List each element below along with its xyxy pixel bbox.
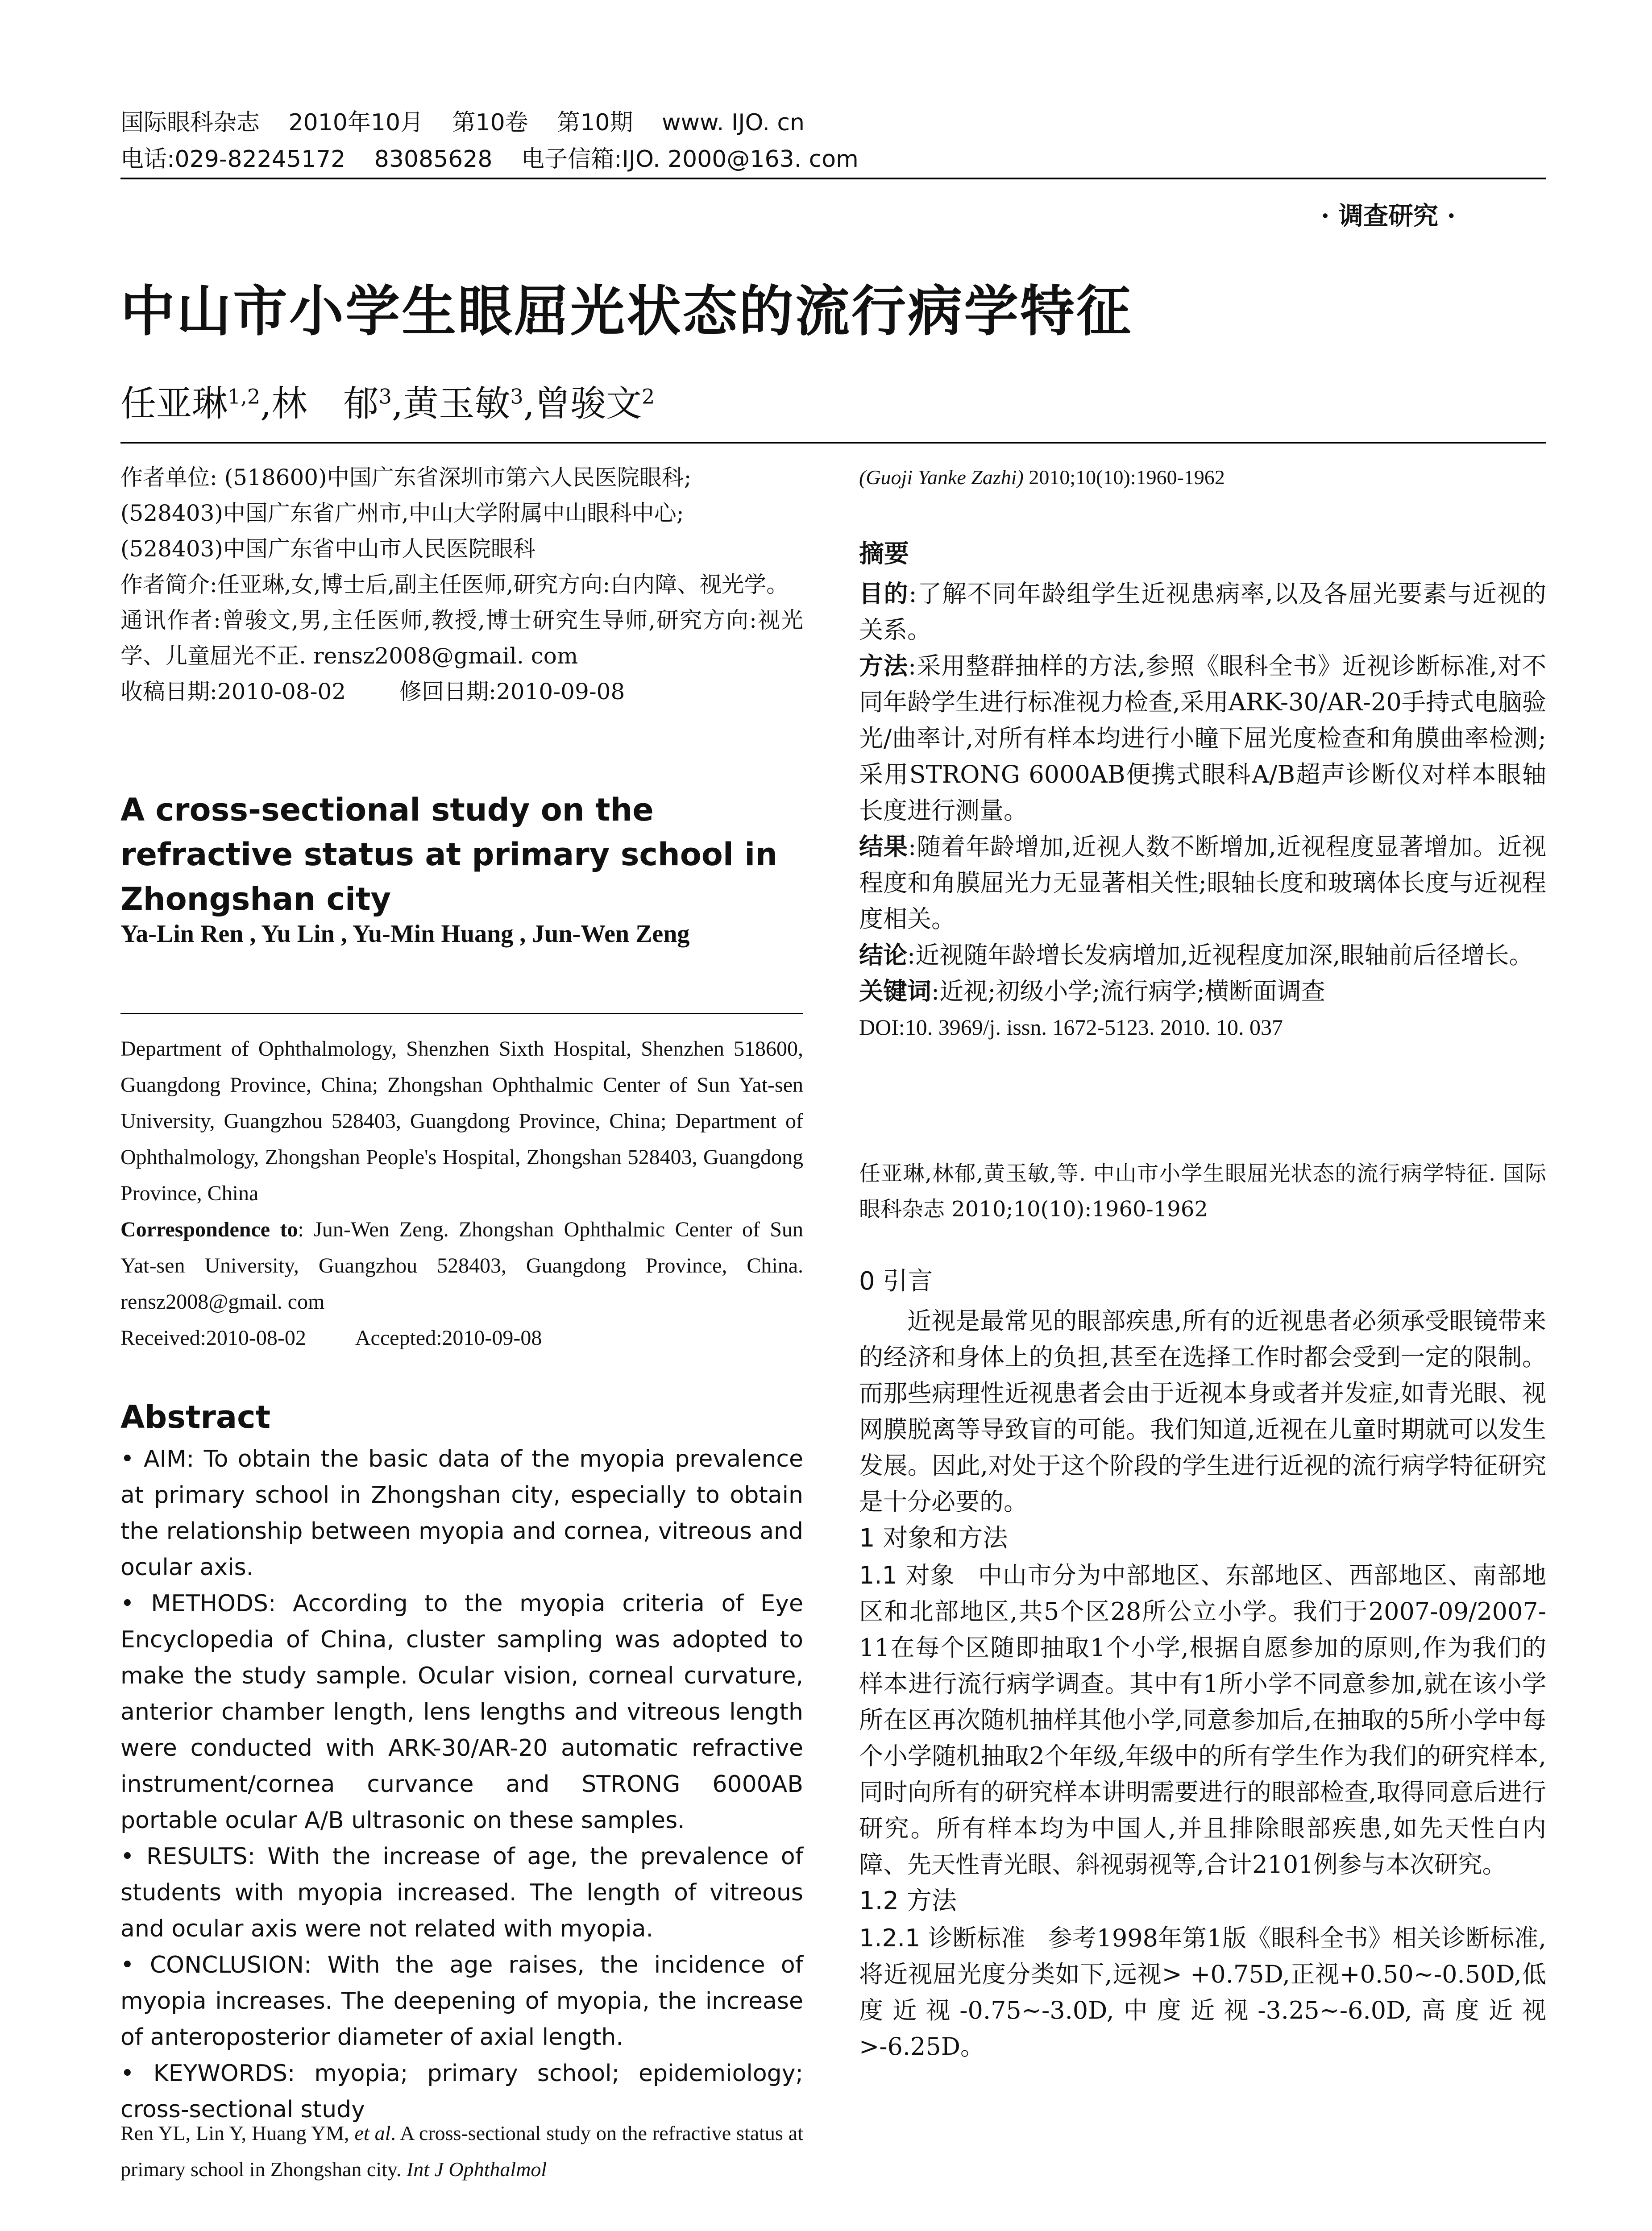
cn-methods (859, 648, 1546, 829)
english-author-rule (120, 1013, 803, 1014)
cn-conclusion-text: :近视随年龄增长发病增加,近视程度加深,眼轴前后径增长。 (907, 941, 1533, 969)
affiliation-2: (528403)中国广东省广州市,中山大学附属中山眼科中心; (120, 500, 684, 526)
website: www. IJO. cn (662, 109, 805, 136)
english-title: A cross-sectional study on the refractive status at primary school in Zhongshan city (120, 792, 778, 917)
running-header-line2 (120, 142, 880, 177)
citation-etal: et al (354, 2122, 391, 2144)
english-citation (120, 2115, 803, 2187)
abstract-conclusion: • CONCLUSION: With the age raises, the incidence of myopia increases. The deepening of myopia, the increase of anteroposterior diameter of axial length. (120, 1952, 803, 2051)
author-4: ,曾骏文 (523, 383, 642, 424)
subsection-1-1 (859, 1557, 1546, 1883)
author-list (120, 375, 655, 426)
cn-methods-label: 方法 (859, 652, 909, 680)
author-1: 任亚琳 (120, 383, 228, 424)
intro-paragraph: 近视是最常见的眼部疾患,所有的近视患者必须承受眼镜带来的经济和身体上的负担,甚至在选择工作时都会受到一定的限制。而那些病理性近视患者会由于近视本身或者并发症,如青光眼、视网膜脱离等导致盲的可能。我们知道,近视在儿童时期就可以发生发展。因此,对处于这个阶段的学生进行近视的流行病学特征研究是十分必要的。 (859, 1307, 1546, 1516)
subsection-1-1-text: 中山市分为中部地区、东部地区、西部地区、南部地区和北部地区,共5个区28所公立小学。我们于2007-09/2007-11在每个区随即抽取1个小学,根据自愿参加的原则,作为我们的样本进行流行病学调查。其中有1所小学不同意参加,就在该小学所在区再次随机抽样其他小学,同意参加后,在抽取的5所小学中每个小学随机抽取2个年级,年级中的所有学生作为我们的研究样本,同时向所有的研究样本讲明需要进行的眼部检查,取得同意后进行研究。所有样本均为中国人,并且排除眼部疾患,如先天性白内障、先天性青光眼、斜视弱视等,合计2101例参与本次研究。 (859, 1561, 1546, 1879)
english-abstract-body (120, 1441, 803, 2128)
accepted-date-en: Accepted:2010-09-08 (355, 1326, 542, 1350)
english-affiliations-block (120, 1031, 803, 1356)
author-2-affil: 3 (378, 384, 392, 409)
cn-abstract-heading: 摘要 (859, 539, 909, 568)
cn-conclusion (859, 937, 1546, 973)
subsection-1-2-1-label: 1.2.1 诊断标准 (859, 1924, 1026, 1952)
cn-aim-label: 目的 (859, 580, 909, 608)
english-correspondence (120, 1211, 803, 1320)
correspondence-cn: 通讯作者:曾骏文,男,主任医师,教授,博士研究生导师,研究方向:视光学、儿童屈光不正. rensz2008@gmail. com (120, 607, 803, 669)
affiliation-3: (528403)中国广东省中山市人民医院眼科 (120, 536, 535, 562)
author-rule (120, 442, 1546, 444)
subsection-1-2-1 (859, 1920, 1546, 2065)
journal-name: 国际眼科杂志 (120, 109, 260, 136)
author-info-block (120, 460, 803, 709)
article-title: 中山市小学生眼屈光状态的流行病学特征 (120, 280, 1133, 343)
subsection-1-2-1-text: 参考1998年第1版《眼科全书》相关诊断标准,将近视屈光度分类如下,远视> +0.75D,正视+0.50~-0.50D,低度近视-0.75~-3.0D,中度近视-3.25~-6.0D,高度近视>-6.25D。 (859, 1924, 1546, 2061)
author-bio: 作者简介:任亚琳,女,博士后,副主任医师,研究方向:白内障、视光学。 (120, 572, 789, 597)
citation-title: . A cross-sectional study on the refractive status at primary school in Zhongshan city. (120, 2122, 803, 2181)
cn-methods-text: :采用整群抽样的方法,参照《眼科全书》近视诊断标准,对不同年龄学生进行标准视力检查,采用ARK-30/AR-20手持式电脑验光/曲率计,对所有样本均进行小瞳下屈光度检查和角膜曲率检测;采用STRONG 6000AB便携式眼科A/B超声诊断仪对样本眼轴长度进行测量。 (859, 652, 1547, 825)
body-text (859, 1303, 1546, 2065)
author-1-affil: 1,2 (228, 384, 261, 409)
english-dates (120, 1320, 803, 1356)
cn-keywords-text: :近视;初级小学;流行病学;横断面调查 (931, 977, 1325, 1005)
author-4-affil: 2 (642, 384, 655, 409)
subsection-1-2-heading: 1.2 方法 (859, 1887, 957, 1916)
issue-number: 第10期 (557, 109, 633, 136)
abstract-results: • RESULTS: With the increase of age, the prevalence of students with myopia increased. The length of vitreous and ocular axis were not related with myopia. (120, 1843, 803, 1942)
abstract-methods: • METHODS: According to the myopia criteria of Eye Encyclopedia of China, cluster sampling was adopted to make the study sample. Ocular vision, corneal curvature, anterior chamber length, lens lengths and vitreous length were conducted with ARK-30/AR-20 automatic refractive instrument/cornea curvance and STRONG 6000AB portable ocular A/B ultrasonic on these samples. (120, 1590, 803, 1834)
author-3: ,黄玉敏 (391, 383, 511, 424)
subsection-1-1-label: 1.1 对象 (859, 1561, 955, 1589)
citation-journal-pinyin: (Guoji Yanke Zazhi) (859, 466, 1024, 489)
received-date-en: Received:2010-08-02 (120, 1326, 306, 1350)
section-label: · 调查研究 · (1321, 201, 1456, 231)
cn-conclusion-label: 结论 (859, 941, 907, 969)
email: 电子信箱:IJO. 2000@163. com (521, 146, 859, 173)
abstract-aim: • AIM: To obtain the basic data of the myopia prevalence at primary school in Zhongshan city, especially to obtain the relationship between myopia and cornea, vitreous and ocular axis. (120, 1446, 803, 1581)
cn-keywords-label: 关键词 (859, 977, 931, 1005)
english-authors: Ya-Lin Ren , Yu Lin , Yu-Min Huang , Jun-Wen Zeng (120, 920, 690, 948)
received-date-cn: 收稿日期:2010-08-02 (120, 679, 346, 705)
author-3-affil: 3 (510, 384, 523, 409)
citation-volume: 2010;10(10):1960-1962 (1023, 466, 1225, 489)
cn-citation-block (859, 1156, 1546, 1227)
section-1-heading: 1 对象和方法 (859, 1524, 1008, 1553)
citation-authors: Ren YL, Lin Y, Huang YM, (120, 2122, 355, 2144)
correspondence-label: Correspondence to (120, 1218, 298, 1241)
cn-results (859, 829, 1546, 937)
english-affiliations: Department of Ophthalmology, Shenzhen Sixth Hospital, Shenzhen 518600, Guangdong Province, China; Zhongshan Ophthalmic Center of Sun Yat-sen University, Guangzhou 528403, Guangdong Province, China; Department of Ophthalmology, Zhongshan People's Hospital, Zhongshan 528403, Guangdong Province, China (120, 1037, 803, 1205)
cn-citation: 任亚琳,林郁,黄玉敏,等. 中山市小学生眼屈光状态的流行病学特征. 国际眼科杂志 2010;10(10):1960-1962 (859, 1161, 1546, 1222)
phone-2: 83085628 (374, 146, 493, 173)
dates-cn (120, 674, 803, 709)
abstract-heading: Abstract (120, 1399, 271, 1435)
cn-keywords (859, 973, 1546, 1009)
correspondence-text: : Jun-Wen Zeng. Zhongshan Ophthalmic Center of Sun Yat-sen University, Guangzhou 528403, Guangdong Province, China. rensz2008@gmail. com (120, 1218, 804, 1314)
phone: 电话:029-82245172 (120, 146, 346, 173)
cn-aim (859, 576, 1546, 648)
cn-results-label: 结果 (859, 833, 909, 861)
issue-date: 2010年10月 (288, 109, 424, 136)
header-rule (120, 178, 1546, 179)
citation-journal: Int J Ophthalmol (406, 2158, 547, 2181)
citation-continuation (859, 460, 1546, 495)
volume: 第10卷 (452, 109, 528, 136)
affiliation-1: 作者单位: (518600)中国广东省深圳市第六人民医院眼科; (120, 464, 692, 490)
revised-date-cn: 修回日期:2010-09-08 (399, 679, 625, 705)
abstract-keywords: • KEYWORDS: myopia; primary school; epidemiology; cross-sectional study (120, 2060, 803, 2123)
author-2: ,林 郁 (260, 383, 379, 424)
section-0-heading: 0 引言 (859, 1267, 933, 1296)
doi: DOI:10. 3969/j. issn. 1672-5123. 2010. 10. 037 (859, 1015, 1283, 1040)
cn-results-text: :随着年龄增加,近视人数不断增加,近视程度显著增加。近视程度和角膜屈光力无显著相关性;眼轴长度和玻璃体长度与近视程度相关。 (859, 833, 1547, 933)
running-header-line1 (120, 105, 826, 140)
cn-abstract-body (859, 576, 1546, 1045)
cn-aim-text: :了解不同年龄组学生近视患病率,以及各屈光要素与近视的关系。 (859, 580, 1547, 644)
